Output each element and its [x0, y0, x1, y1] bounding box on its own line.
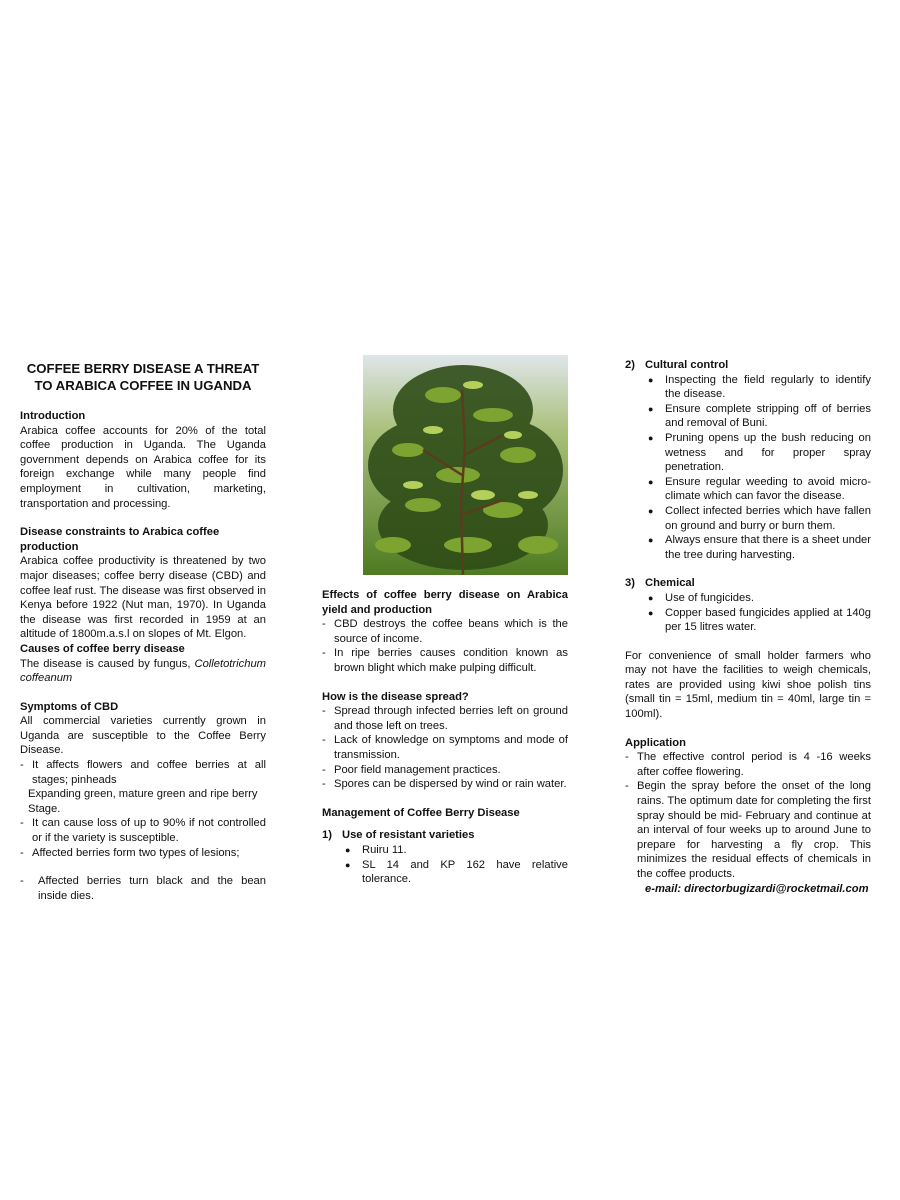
effects-item-text: In ripe berries causes condition known as brown blight which make pulping difficult.: [334, 647, 568, 674]
list-item: [625, 606, 871, 635]
constraints-text: Arabica coffee productivity is threatened by two major diseases; coffee berry disease (CBD) and coffee leaf rust. The disease was first observed in Kenya before 1922 (Nut man, 1970). In Uganda the disease was first recorded in 1959 at an altitude of 1800m.a.s.l on slopes of Mt. Elgon.: [20, 555, 266, 641]
causes-text-main: The disease is caused by fungus,: [20, 657, 195, 670]
coffee-tree-photo: [363, 355, 568, 575]
symptom-item-3-text: Affected berries form two types of lesions;: [32, 846, 240, 859]
section-number: 2): [625, 359, 635, 371]
bullet-icon: ●: [648, 505, 654, 516]
dash-marker: -: [322, 705, 326, 718]
cultural-heading: [625, 358, 871, 373]
dash-marker: -: [625, 780, 629, 793]
spread-item: [322, 777, 568, 792]
cultural-list: [625, 373, 871, 563]
bullet-icon: ●: [648, 592, 654, 603]
effects-heading: Effects of coffee berry disease on Arabica yield and production: [322, 589, 568, 616]
spread-item-text: Spread through infected berries left on ground and those left on trees.: [334, 705, 568, 732]
application-item-text: Begin the spray before the onset of the long rains. The optimum date for completing the first spray should be mid- February and continue at an interval of four weeks up to around June to prepare for harvesting a fly crop. This minimizes the residual effects of chemicals in the coffee products.: [637, 780, 871, 880]
list-item-text: Pruning opens up the bush reducing on wetness and for proper spray penetration.: [665, 431, 871, 474]
dash-marker: -: [322, 618, 326, 631]
bullet-icon: ●: [648, 535, 654, 546]
spread-item-text: Spores can be dispersed by wind or rain water.: [334, 778, 567, 791]
list-item: [625, 373, 871, 402]
list-item-text: Copper based fungicides applied at 140g per 15 litres water.: [665, 606, 871, 634]
column-left: [20, 360, 266, 903]
dash-marker: -: [322, 763, 326, 776]
list-item: [625, 591, 871, 606]
symptoms-heading: Symptoms of CBD: [20, 700, 119, 713]
symptom-item-2: [20, 816, 266, 845]
bullet-icon: ●: [345, 844, 351, 855]
spread-item: [322, 704, 568, 733]
dash-marker: -: [20, 875, 24, 888]
application-item: [625, 750, 871, 779]
effects-item: [322, 646, 568, 675]
dash-marker: -: [322, 778, 326, 791]
contact-email: e-mail: directorbugizardi@rocketmail.com: [645, 882, 869, 895]
resistant-list: [322, 843, 568, 887]
bullet-icon: ●: [648, 403, 654, 414]
chemical-list: [625, 591, 871, 635]
column-right: [625, 358, 871, 896]
dash-marker: -: [322, 647, 326, 660]
species-name: Colletotrichum coffeanum: [20, 657, 266, 685]
dash-marker: -: [20, 759, 24, 772]
section-number: 3): [625, 577, 635, 590]
list-item: [625, 431, 871, 475]
bullet-icon: ●: [648, 476, 654, 487]
document-title: COFFEE BERRY DISEASE A THREAT TO ARABICA COFFEE IN UGANDA: [26, 361, 260, 393]
intro-heading: Introduction: [20, 410, 86, 422]
convenience-text: For convenience of small holder farmers who may not have the facilities to weigh chemicals, rates are provided using kiwi shoe polish tins (small tin = 15ml, medium tin = 40ml, large tin = 100ml).: [625, 649, 871, 721]
symptom-item-1: [20, 758, 266, 787]
spread-item-text: Lack of knowledge on symptoms and mode of transmission.: [334, 734, 568, 761]
column-middle: [322, 588, 568, 887]
list-item: [625, 533, 871, 562]
management-heading: Management of Coffee Berry Disease: [322, 806, 520, 819]
list-item: [322, 843, 568, 858]
symptom-item-4-text: Affected berries turn black and the bean inside dies.: [38, 875, 266, 902]
causes-text: [20, 657, 266, 686]
effects-item-text: CBD destroys the coffee beans which is the source of income.: [334, 618, 568, 645]
chemical-heading: [625, 576, 871, 591]
application-item: [625, 779, 871, 881]
resistant-heading: [322, 828, 568, 843]
application-heading: Application: [625, 736, 686, 749]
symptom-item-2-text: It can cause loss of up to 90% if not controlled or if the variety is susceptible.: [32, 817, 266, 845]
spread-item: [322, 733, 568, 762]
list-item-text: Ensure regular weeding to avoid micro-climate which can favor the disease.: [665, 475, 871, 503]
spread-heading: How is the disease spread?: [322, 690, 469, 703]
list-item: [625, 475, 871, 504]
constraints-heading: Disease constraints to Arabica coffee production: [20, 526, 220, 553]
bullet-icon: ●: [345, 859, 351, 870]
intro-text: Arabica coffee accounts for 20% of the total coffee production in Uganda. The Uganda government depends on Arabica coffee for its foreign exchange while many people find employment in cultivation, marketing, transportation and processing.: [20, 424, 266, 510]
dash-marker: -: [625, 751, 629, 764]
spread-item-text: Poor field management practices.: [334, 763, 501, 776]
application-item-text: The effective control period is 4 -16 weeks after coffee flowering.: [637, 751, 871, 778]
list-item-text: Inspecting the field regularly to identify the disease.: [665, 373, 871, 401]
section-number: 1): [322, 829, 332, 842]
list-item-text: SL 14 and KP 162 have relative tolerance.: [362, 858, 568, 886]
effects-item: [322, 617, 568, 646]
list-item-text: Ruiru 11.: [362, 843, 407, 856]
list-item: [625, 402, 871, 431]
resistant-heading-text: Use of resistant varieties: [342, 829, 475, 842]
dash-marker: -: [20, 846, 24, 859]
cultural-heading-text: Cultural control: [645, 359, 729, 371]
list-item-text: Ensure complete stripping off of berries and removal of Buni.: [665, 402, 871, 430]
list-item: [322, 858, 568, 887]
symptoms-text: All commercial varieties currently grown in Uganda are susceptible to the Coffee Berry Disease.: [20, 715, 266, 757]
bullet-icon: ●: [648, 432, 654, 443]
dash-marker: -: [20, 817, 24, 830]
list-item: [625, 504, 871, 533]
chemical-heading-text: Chemical: [645, 577, 695, 590]
list-item-text: Collect infected berries which have fallen on ground and burry or burn them.: [665, 504, 871, 532]
symptom-item-4: [20, 874, 266, 903]
list-item-text: Always ensure that there is a sheet under the tree during harvesting.: [665, 534, 871, 561]
bullet-icon: ●: [648, 374, 654, 385]
symptom-item-1-continued: Expanding green, mature green and ripe berry Stage.: [28, 788, 258, 815]
list-item-text: Use of fungicides.: [665, 591, 754, 604]
bullet-icon: ●: [648, 607, 654, 618]
symptom-item-1-text: It affects flowers and coffee berries at all stages; pinheads: [32, 759, 266, 786]
spread-item: [322, 763, 568, 778]
symptom-item-3: [20, 846, 266, 861]
causes-heading: Causes of coffee berry disease: [20, 642, 185, 655]
dash-marker: -: [322, 734, 326, 747]
